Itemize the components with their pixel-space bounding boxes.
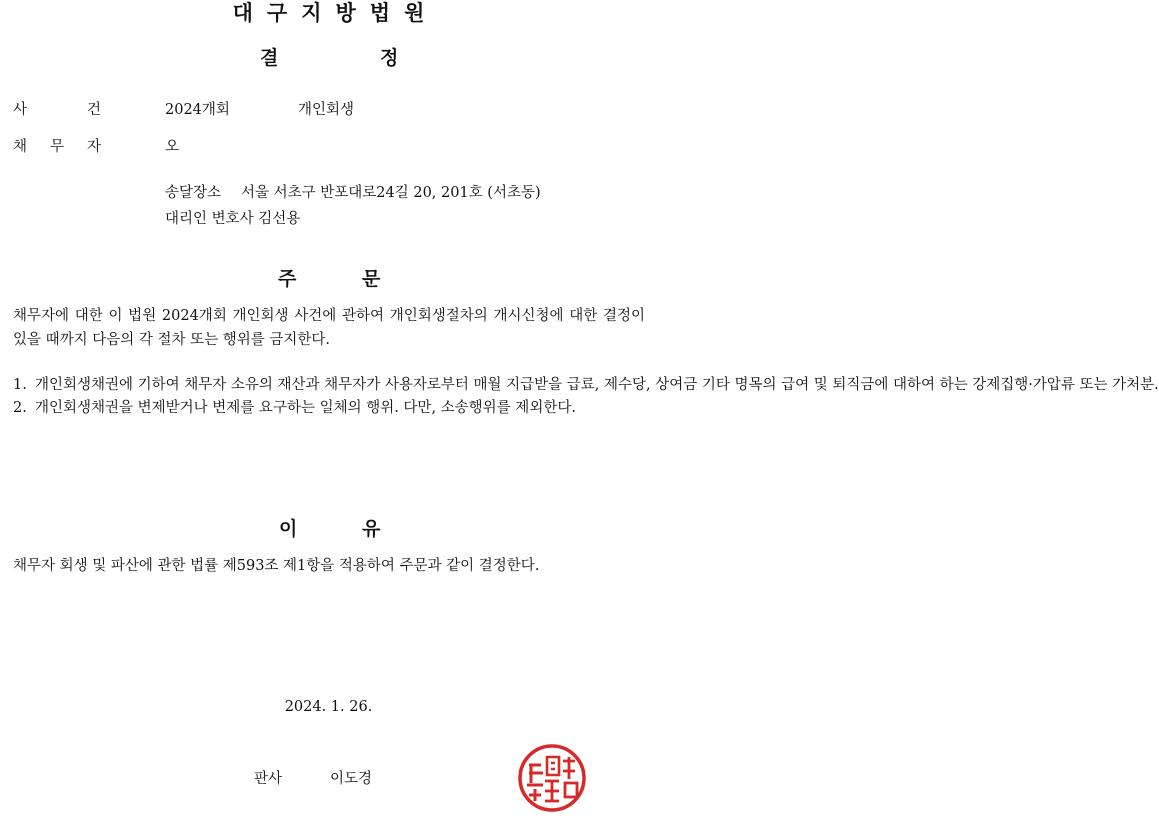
decision-date: 2024. 1. 26.	[284, 699, 373, 715]
list-item-text: 개인회생채권을 변제받거나 변제를 요구하는 일체의 행위. 다만, 소송행위를 제외한다.	[35, 399, 576, 416]
reason-heading-char-2: 유	[362, 518, 381, 540]
debtor-name: 오	[165, 139, 180, 155]
order-heading-char-2: 문	[362, 268, 381, 290]
reason-text: 채무자 회생 및 파산에 관한 법률 제593조 제1항을 적용하여 주문과 같이 결정한다.	[13, 558, 540, 574]
list-item-number: 1.	[13, 377, 27, 393]
service-address: 서울 서초구 반포대로24길 20, 201호 (서초동)	[241, 185, 541, 201]
order-heading-char-1: 주	[278, 268, 297, 290]
debtor-label-char-1: 채	[13, 139, 28, 155]
case-label-char-2: 건	[87, 102, 102, 118]
title-char-1: 결	[260, 47, 279, 69]
case-label-char-1: 사	[13, 102, 28, 118]
judge-title: 판사	[254, 771, 283, 787]
title-char-2: 정	[380, 47, 399, 69]
reason-heading-char-1: 이	[279, 518, 298, 540]
debtor-label-char-2: 무	[50, 139, 65, 155]
attorney: 대리인 변호사 김선용	[165, 211, 301, 227]
list-item-text: 개인회생채권에 기하여 채무자 소유의 재산과 채무자가 사용자로부터 매월 지급받을 급료, 제수당, 상여금 기타 명목의 급여 및 퇴직금에 대하여 하는 강제집행·가압류 또는 가처분.	[35, 377, 1159, 393]
order-text: 채무자에 대한 이 법원 2024개회 개인회생 사건에 관하여 개인회생절차의 개시신청에 대한 결정이 있을 때까지 다음의 각 절차 또는 행위를 금지한다.	[13, 308, 645, 348]
service-address-label: 송달장소	[165, 185, 222, 201]
court-seal	[517, 743, 587, 813]
judge-name: 이도경	[330, 771, 373, 787]
debtor-label-char-3: 자	[87, 139, 102, 155]
list-item	[13, 397, 645, 420]
list-item	[13, 374, 1159, 397]
order-list	[13, 374, 1159, 419]
list-item-number: 2.	[13, 399, 27, 416]
court-name: 대구지방법원	[232, 1, 439, 25]
case-type: 개인회생	[298, 102, 355, 118]
case-number: 2024개회	[165, 102, 230, 118]
